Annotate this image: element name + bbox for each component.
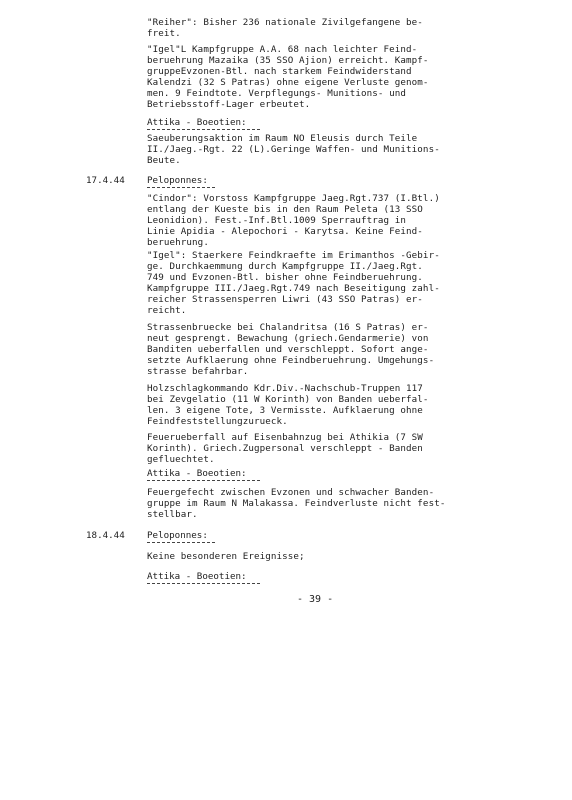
section-heading: Peloponnes: [147, 530, 208, 541]
heading-underline [147, 480, 260, 481]
section-heading: Attika - Boeotien: [147, 571, 247, 582]
text-line: ge. Durchkaemmung durch Kampfgruppe II./Jaeg.Rgt. [147, 261, 423, 272]
text-line: "Igel"L Kampfgruppe A.A. 68 nach leichter Feind- [147, 44, 418, 55]
text-line: Feindfeststellungzurueck. [147, 416, 288, 427]
text-line: gruppeEvzonen-Btl. nach starkem Feindwiderstand [147, 66, 412, 77]
text-line: Leonidion). Fest.-Inf.Btl.1009 Sperrauftrag in [147, 215, 407, 226]
text-line: neut gesprengt. Bewachung (griech.Gendarmerie) von [147, 333, 429, 344]
section-heading: Peloponnes: [147, 175, 208, 186]
section-heading: Attika - Boeotien: [147, 468, 247, 479]
heading-underline [147, 187, 215, 188]
text-line: Kampfgruppe III./Jaeg.Rgt.749 nach Beseitigung zahl- [147, 283, 440, 294]
text-line: Linie Apidia - Alepochori - Karytsa. Keine Feind- [147, 226, 423, 237]
text-line: Korinth). Griech.Zugpersonal verschleppt - Banden [147, 443, 423, 454]
section-heading: Attika - Boeotien: [147, 117, 247, 128]
heading-underline [147, 583, 260, 584]
text-line: len. 3 eigene Tote, 3 Vermisste. Aufklaerung ohne [147, 405, 423, 416]
text-line: freit. [147, 28, 181, 39]
text-line: reicher Strassensperren Liwri (43 SSO Patras) er- [147, 294, 423, 305]
text-line: "Reiher": Bisher 236 nationale Zivilgefangene be- [147, 17, 423, 28]
heading-underline [147, 129, 260, 130]
text-line: Holzschlagkommando Kdr.Div.-Nachschub-Truppen 117 [147, 383, 423, 394]
text-line: setzte Aufklaerung ohne Feindberuehrung. Umgehungs- [147, 355, 435, 366]
text-line: Kalendzi (32 S Patras) ohne eigene Verluste genom- [147, 77, 429, 88]
text-line: reicht. [147, 305, 187, 316]
text-line: Beute. [147, 155, 181, 166]
text-line: entlang der Kueste bis in den Raum Peleta (13 SSO [147, 204, 423, 215]
text-line: beruehrung Mazaika (35 SSO Ajion) erreicht. Kampf- [147, 55, 429, 66]
text-line: Feuerueberfall auf Eisenbahnzug bei Athikia (7 SW [147, 432, 423, 443]
text-line: Banditen ueberfallen und verschleppt. Sofort ange- [147, 344, 429, 355]
text-line: stellbar. [147, 509, 198, 520]
text-line: bei Zevgelatio (11 W Korinth) von Banden ueberfal- [147, 394, 429, 405]
text-line: Strassenbruecke bei Chalandritsa (16 S Patras) er- [147, 322, 429, 333]
heading-underline [147, 542, 215, 543]
page-number: - 39 - [297, 594, 334, 605]
text-line: "Cindor": Vorstoss Kampfgruppe Jaeg.Rgt.737 (I.Btl.) [147, 193, 440, 204]
text-line: Betriebsstoff-Lager erbeutet. [147, 99, 311, 110]
text-line: Keine besonderen Ereignisse; [147, 551, 305, 562]
text-line: Saeuberungsaktion im Raum NO Eleusis durch Teile [147, 133, 418, 144]
text-line: 749 und Evzonen-Btl. bisher ohne Feindberuehrung. [147, 272, 423, 283]
entry-date: 18.4.44 [86, 530, 125, 541]
text-line: gruppe im Raum N Malakassa. Feindverluste nicht fest- [147, 498, 446, 509]
text-line: II./Jaeg.-Rgt. 22 (L).Geringe Waffen- und Munitions- [147, 144, 440, 155]
text-line: "Igel": Staerkere Feindkraefte im Erimanthos -Gebir- [147, 250, 440, 261]
text-line: Feuergefecht zwischen Evzonen und schwacher Banden- [147, 487, 435, 498]
text-line: men. 9 Feindtote. Verpflegungs- Munitions- und [147, 88, 407, 99]
text-line: strasse befahrbar. [147, 366, 249, 377]
text-line: gefluechtet. [147, 454, 215, 465]
entry-date: 17.4.44 [86, 175, 125, 186]
text-line: beruehrung. [147, 237, 209, 248]
